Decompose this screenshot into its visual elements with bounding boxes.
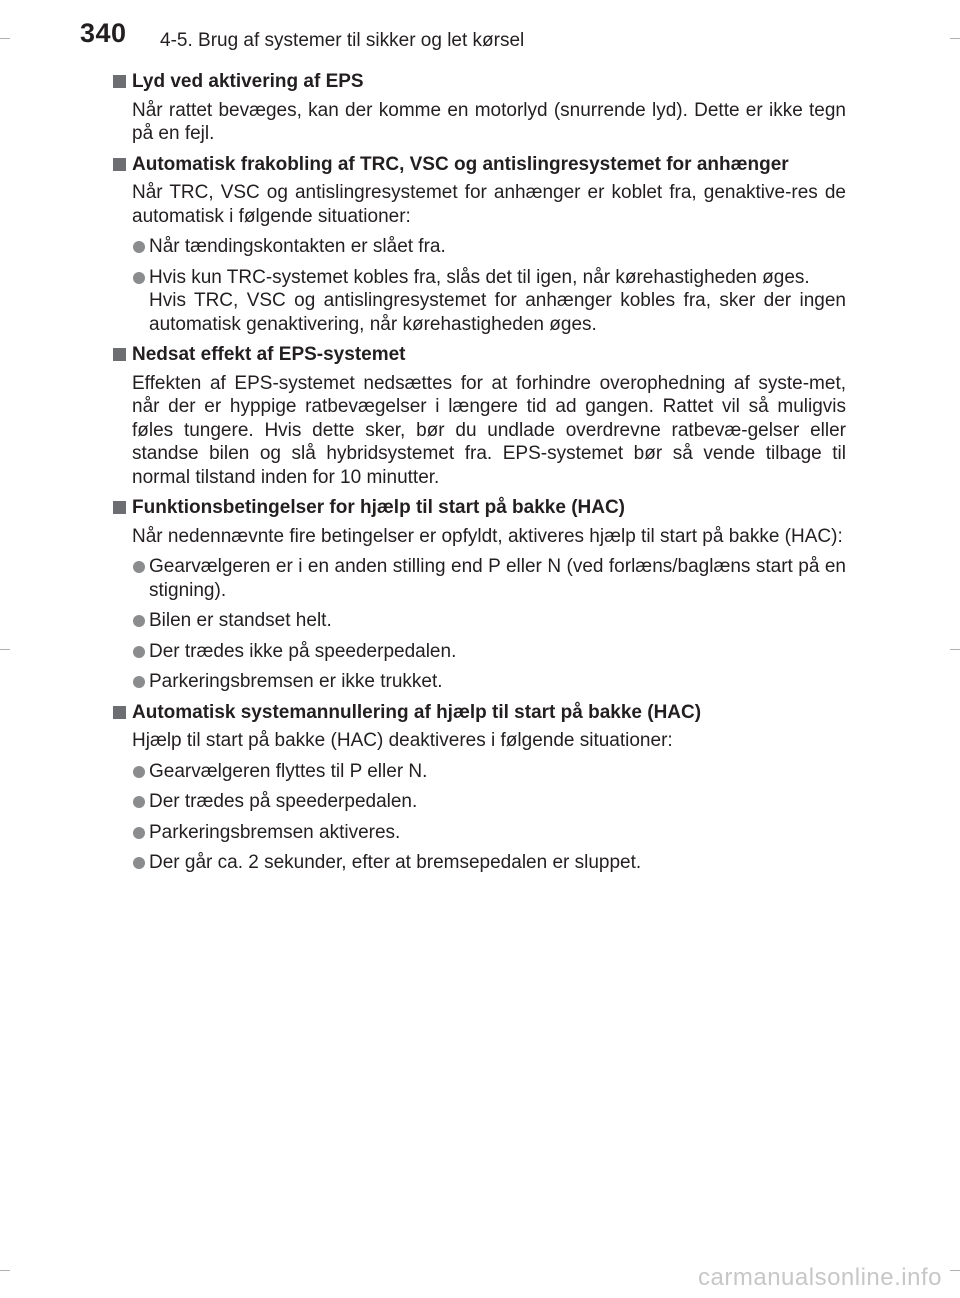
section-heading: Nedsat effekt af EPS-systemet (110, 343, 846, 367)
section-heading: Automatisk systemannullering af hjælp til start på bakke (HAC) (110, 701, 846, 725)
crop-mark (0, 1270, 10, 1271)
paragraph: Når TRC, VSC og antislingresystemet for anhænger er koblet fra, genaktive-res de automatisk i følgende situationer: (132, 182, 846, 227)
circle-bullet-icon (133, 272, 145, 284)
section-title: 4-5. Brug af systemer til sikker og let kørsel (160, 30, 525, 51)
circle-bullet-icon (133, 676, 145, 688)
paragraph: Når rattet bevæges, kan der komme en motorlyd (snurrende lyd). Dette er ikke tegn på en fejl. (132, 99, 846, 144)
section-hac-conditions (110, 496, 846, 694)
list-item: Når tændingskontakten er slået fra. (110, 235, 846, 259)
circle-bullet-icon (133, 827, 145, 839)
square-bullet-icon (113, 706, 126, 719)
paragraph: Effekten af EPS-systemet nedsættes for at forhindre overophedning af syste-met, når der er hyppige ratbevægelser i længere tid ad gangen. Rattet vil så muligvis føles tungere. Hvis dette sker, bør du undlade overdrevne ratbevæ-gelser eller standse bilen og slå hybridsystemet fra. EPS-systemet bør så vende tilbage til normal tilstand inden for 10 minutter. (132, 372, 846, 488)
list-item: Parkeringsbremsen aktiveres. (110, 821, 846, 845)
section-heading: Lyd ved aktivering af EPS (110, 70, 846, 94)
section-auto-disable-trc-vsc (110, 153, 846, 337)
page-number: 340 (80, 18, 127, 48)
paragraph: Når nedennævnte fire betingelser er opfyldt, aktiveres hjælp til start på bakke (HAC): (132, 525, 843, 547)
crop-mark (950, 1270, 960, 1271)
square-bullet-icon (113, 501, 126, 514)
section-heading: Automatisk frakobling af TRC, VSC og antislingresystemet for anhænger (110, 153, 846, 177)
circle-bullet-icon (133, 796, 145, 808)
square-bullet-icon (113, 348, 126, 361)
circle-bullet-icon (133, 241, 145, 253)
crop-mark (0, 649, 10, 650)
crop-mark (0, 38, 10, 39)
section-hac-auto-cancel (110, 701, 846, 875)
section-heading: Funktionsbetingelser for hjælp til start på bakke (HAC) (110, 496, 846, 520)
section-eps-sound (110, 70, 846, 146)
list-item: Bilen er standset helt. (110, 609, 846, 633)
list-item: Gearvælgeren flyttes til P eller N. (110, 760, 846, 784)
list-item: Hvis kun TRC-systemet kobles fra, slås det til igen, når kørehastigheden øges. Hvis TRC, VSC og antislingresystemet for anhænger kobles fra, sker der ingen automatisk genaktivering, når kørehastigheden øges. (110, 266, 846, 337)
list-item: Der går ca. 2 sekunder, efter at bremsepedalen er sluppet. (110, 851, 846, 875)
list-item: Parkeringsbremsen er ikke trukket. (110, 670, 846, 694)
circle-bullet-icon (133, 857, 145, 869)
section-eps-reduced-effect (110, 343, 846, 489)
watermark: carmanualsonline.info (698, 1264, 942, 1291)
square-bullet-icon (113, 158, 126, 171)
page-content (110, 70, 846, 882)
circle-bullet-icon (133, 646, 145, 658)
list-item: Der trædes ikke på speederpedalen. (110, 640, 846, 664)
circle-bullet-icon (133, 615, 145, 627)
circle-bullet-icon (133, 561, 145, 573)
circle-bullet-icon (133, 766, 145, 778)
crop-mark (950, 649, 960, 650)
paragraph: Hjælp til start på bakke (HAC) deaktiveres i følgende situationer: (132, 730, 673, 751)
list-item: Der trædes på speederpedalen. (110, 790, 846, 814)
square-bullet-icon (113, 75, 126, 88)
crop-mark (950, 38, 960, 39)
list-item: Gearvælgeren er i en anden stilling end P eller N (ved forlæns/baglæns start på en stigning). (110, 555, 846, 602)
